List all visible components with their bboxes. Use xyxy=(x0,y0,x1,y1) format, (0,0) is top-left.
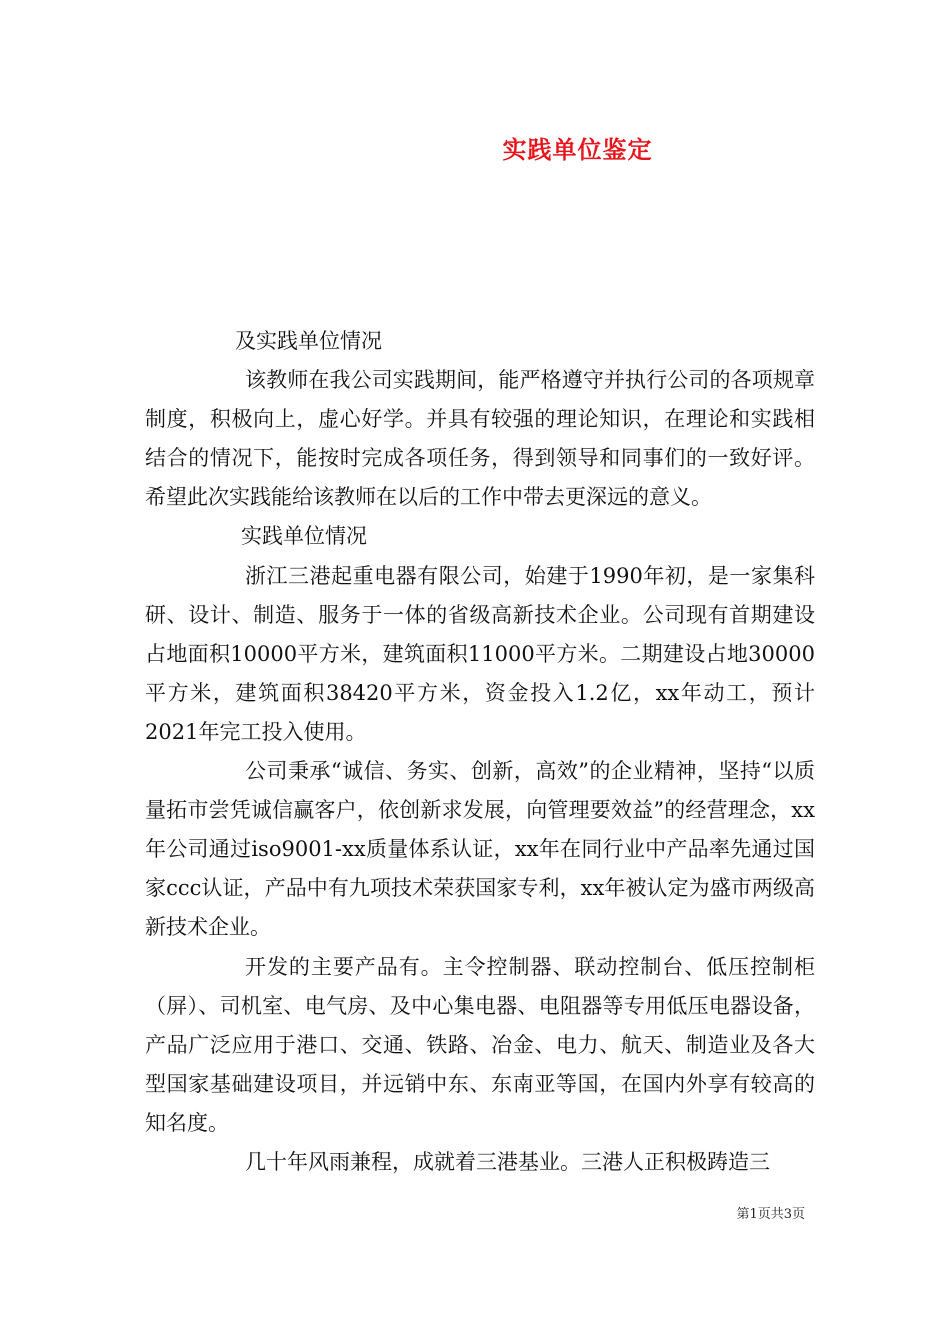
document-title: 实践单位鉴定 xyxy=(502,135,653,164)
paragraph-company-intro: 浙江三港起重电器有限公司，始建于1990年初，是一家集科研、设计、制造、服务于一体的省级高新技术企业。公司现有首期建设占地面积10000平方米，建筑面积11000平方米。二期建设占地30000平方米，建筑面积38420平方米，资金投入1.2亿，xx年动工，预计2021年完工投入使用。 xyxy=(145,563,815,744)
paragraph-evaluation: 该教师在我公司实践期间，能严格遵守并执行公司的各项规章制度，积极向上，虚心好学。并具有较强的理论知识，在理论和实践相结合的情况下，能按时完成各项任务，得到领导和同事们的一致好评。希望此次实践能给该教师在以后的工作中带去更深远的意义。 xyxy=(145,368,815,510)
paragraph-closing: 几十年风雨兼程，成就着三港基业。三港人正积极踌造三 xyxy=(245,1149,770,1174)
document-body xyxy=(145,322,815,1182)
paragraph-subheading: 实践单位情况 xyxy=(241,524,367,549)
paragraph-company-philosophy: 公司秉承“诚信、务实、创新，高效”的企业精神，坚持“以质量拓市尝凭诚信赢客户，依创新求发展，向管理要效益”的经营理念，xx年公司通过iso9001-xx质量体系认证，xx年在同行业中产品率先通过国家ccc认证，产品中有九项技术荣获国家专利，xx年被认定为盛市两级高新技术企业。 xyxy=(145,759,815,940)
paragraph-products: 开发的主要产品有。主令控制器、联动控制台、低压控制柜（屏）、司机室、电气房、及中心集电器、电阻器等专用低压电器设备，产品广泛应用于港口、交通、铁路、冶金、电力、航天、制造业及各大型国家基础建设项目，并远销中东、东南亚等国，在国内外享有较高的知名度。 xyxy=(145,954,815,1135)
page-number: 第1页共3页 xyxy=(736,1207,805,1222)
paragraph-section-heading: 及实践单位情况 xyxy=(235,329,382,353)
